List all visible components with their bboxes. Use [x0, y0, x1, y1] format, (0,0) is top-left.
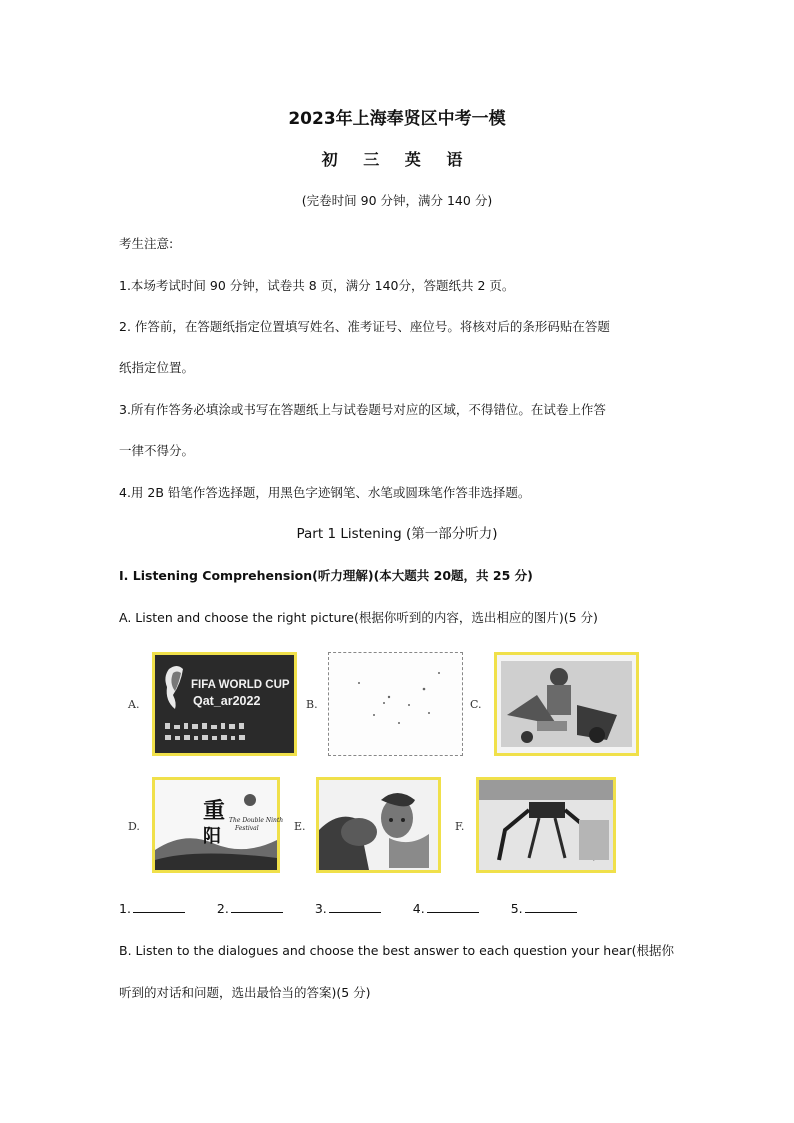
section-a-instruction: A. Listen and choose the right picture(根据你听到的内容，选出相应的图片)(5 分)	[119, 610, 598, 625]
section-listening-comprehension: I. Listening Comprehension(听力理解)(本大题共 20题，共 25 分)	[119, 568, 533, 583]
picture-label-f: F.	[455, 820, 465, 833]
picture-c	[494, 652, 639, 756]
double-ninth-char2: 阳	[203, 826, 221, 847]
picture-label-b: B.	[306, 698, 318, 711]
blank-line	[133, 900, 185, 913]
picture-d	[152, 777, 284, 873]
answer-blank-4[interactable]: 4.	[413, 900, 493, 916]
faded-photo-b	[329, 653, 462, 755]
picture-f	[476, 777, 616, 873]
robot-photo-f	[479, 780, 613, 870]
double-ninth-char1: 重	[203, 798, 226, 824]
section-b-instruction-2: 听到的对话和问题，选出最恰当的答案)(5 分)	[119, 985, 371, 1000]
answer-blank-5[interactable]: 5.	[511, 900, 591, 916]
picture-label-d: D.	[128, 820, 140, 833]
exam-meta: (完卷时间 90 分钟，满分 140 分)	[301, 193, 493, 208]
fifa-logo-image	[155, 655, 294, 753]
fifa-logo-line1: FIFA WORLD CUP	[191, 679, 290, 691]
note-2a: 2. 作答前，在答题纸指定位置填写姓名、准考证号、座位号。将核对后的条形码贴在答题	[119, 319, 610, 334]
museum-photo-c	[497, 655, 636, 753]
picture-e	[316, 777, 441, 873]
exam-subject: 初 三 英 语	[321, 150, 473, 169]
people-photo-e	[319, 780, 438, 870]
double-ninth-caption2: Festival	[235, 825, 259, 832]
note-3a: 3.所有作答务必填涂或书写在答题纸上与试卷题号对应的区域，不得错位。在试卷上作答	[119, 402, 606, 417]
exam-title: 2023年上海奉贤区中考一模	[288, 109, 506, 129]
note-1: 1.本场考试时间 90 分钟，试卷共 8 页，满分 140分，答题纸共 2 页。	[119, 278, 515, 293]
note-4: 4.用 2B 铅笔作答选择题，用黑色字迹钢笔、水笔或圆珠笔作答非选择题。	[119, 485, 531, 500]
fifa-logo-line2: Qat_ar2022	[193, 694, 261, 708]
picture-a	[152, 652, 297, 756]
answer-blanks	[119, 900, 605, 916]
note-3b: 一律不得分。	[119, 443, 195, 458]
blank-line	[329, 900, 381, 913]
blank-line	[427, 900, 479, 913]
blank-line	[231, 900, 283, 913]
double-ninth-image	[155, 780, 284, 870]
picture-b	[328, 652, 463, 756]
answer-blank-3[interactable]: 3.	[315, 900, 395, 916]
blank-line	[525, 900, 577, 913]
part1-title: Part 1 Listening (第一部分听力)	[296, 526, 498, 542]
picture-label-c: C.	[470, 698, 482, 711]
double-ninth-caption1: The Double Ninth	[229, 817, 284, 824]
picture-label-a: A.	[128, 698, 140, 711]
answer-blank-1[interactable]: 1.	[119, 900, 199, 916]
section-b-instruction-1: B. Listen to the dialogues and choose the best answer to each question your hear(根据你	[119, 943, 675, 958]
answer-blank-2[interactable]: 2.	[217, 900, 297, 916]
picture-label-e: E.	[294, 820, 306, 833]
notes-label: 考生注意:	[119, 236, 174, 251]
note-2b: 纸指定位置。	[119, 360, 195, 375]
